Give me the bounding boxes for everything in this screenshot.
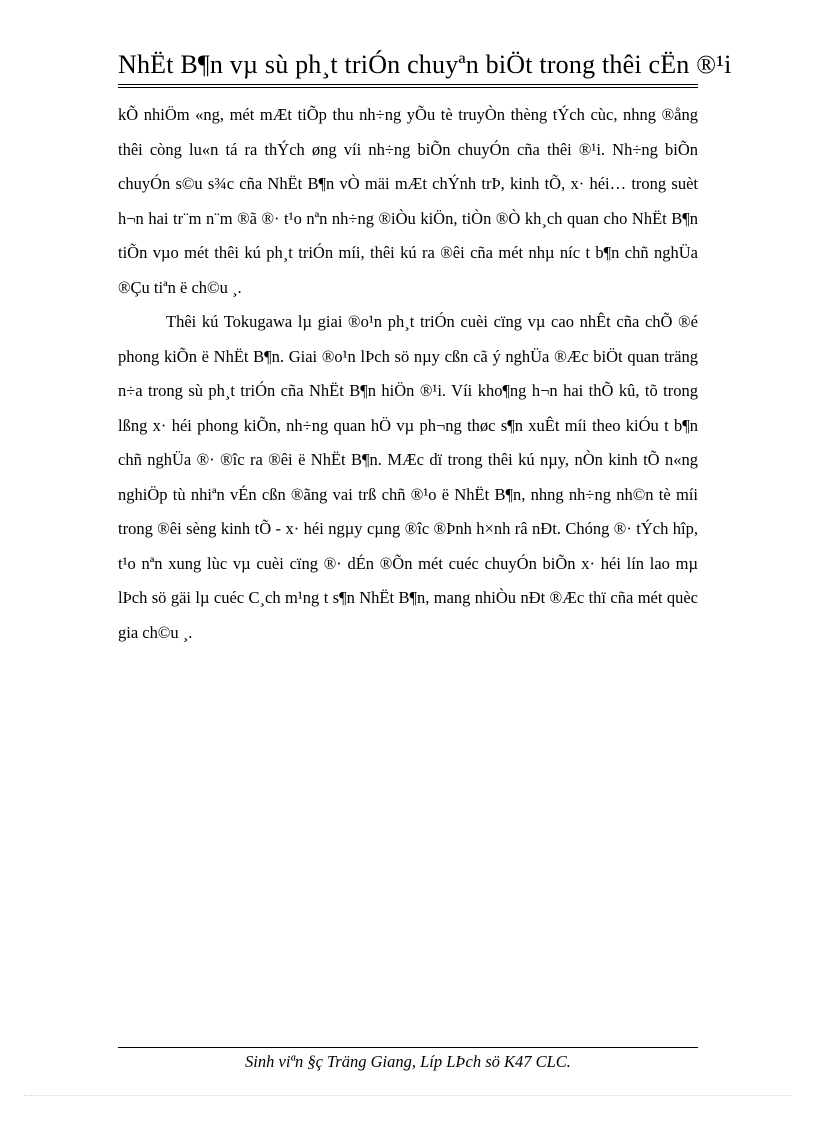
header-double-rule [118, 84, 698, 88]
footer-author-line: Sinh viªn §ç Träng Giang, Líp LÞch sö K47 CLC. [245, 1052, 571, 1071]
paragraph-tokugawa: Thêi kú Tokugawa lµ giai ®o¹n ph¸t triÓn cuèi cïng vµ cao nhÊt cña chÕ ®é phong kiÕn ë NhËt B¶n. Giai ®o¹n lÞch sö nµy cßn cã ý nghÜa ®Æc biÖt quan träng n÷a trong sù ph¸t triÓn cña NhËt B¶n hiÖn ®¹i. Víi kho¶ng h¬n hai thÕ kû, tõ trong lßng x· héi phong kiÕn, nh÷ng quan hÖ vµ ph¬ng thøc s¶n xuÊt míi theo kiÓu t b¶n chñ nghÜa ®· ®îc ra ®êi ë NhËt B¶n. MÆc dï trong thêi kú nµy, nÒn kinh tÕ n«ng nghiÖp tù nhiªn vÉn cßn ®ãng vai trß chñ ®¹o ë NhËt B¶n, nhng nh÷ng nh©n tè míi trong ®êi sèng kinh tÕ - x· héi ngµy cµng ®îc ®Þnh h×nh râ nÐt. Chóng ®· tÝch hîp, t¹o nªn xung lùc vµ cuèi cïng ®· dÉn ®Õn mét cuéc chuyÓn biÕn x· héi lín lao mµ lÞch sö gäi lµ cuéc C¸ch m¹ng t s¶n NhËt B¶n, mang nhiÒu nÐt ®Æc thï cña mét quèc gia ch©u ¸. [118, 312, 698, 642]
page-bottom-dotted-line [24, 1095, 792, 1096]
body-text [118, 98, 698, 650]
footer-rule [118, 1047, 698, 1048]
running-header-title: NhËt B¶n vµ sù ph¸t triÓn chuyªn biÖt trong thêi cËn ®¹i [118, 50, 732, 79]
paragraph-continuation: kÕ nhiÖm «ng, mét mÆt tiÕp thu nh÷ng yÕu tè truyÒn thèng tÝch cùc, nhng ®ång thêi còng lu«n tá ra thÝch øng víi nh÷ng biÕn chuyÓn cña thêi ®¹i. Nh÷ng biÕn chuyÓn s©u s¾c cña NhËt B¶n vÒ mäi mÆt chÝnh trÞ, kinh tÕ, x· héi… trong suèt h¬n hai tr¨m n¨m ®ã ®· t¹o nªn nh÷ng ®iÒu kiÖn, tiÒn ®Ò kh¸ch quan cho NhËt B¶n tiÕn vµo mét thêi kú ph¸t triÓn míi, thêi kú ra ®êi cña mét nhµ níc t b¶n chñ nghÜa ®Çu tiªn ë ch©u ¸. [118, 105, 698, 297]
